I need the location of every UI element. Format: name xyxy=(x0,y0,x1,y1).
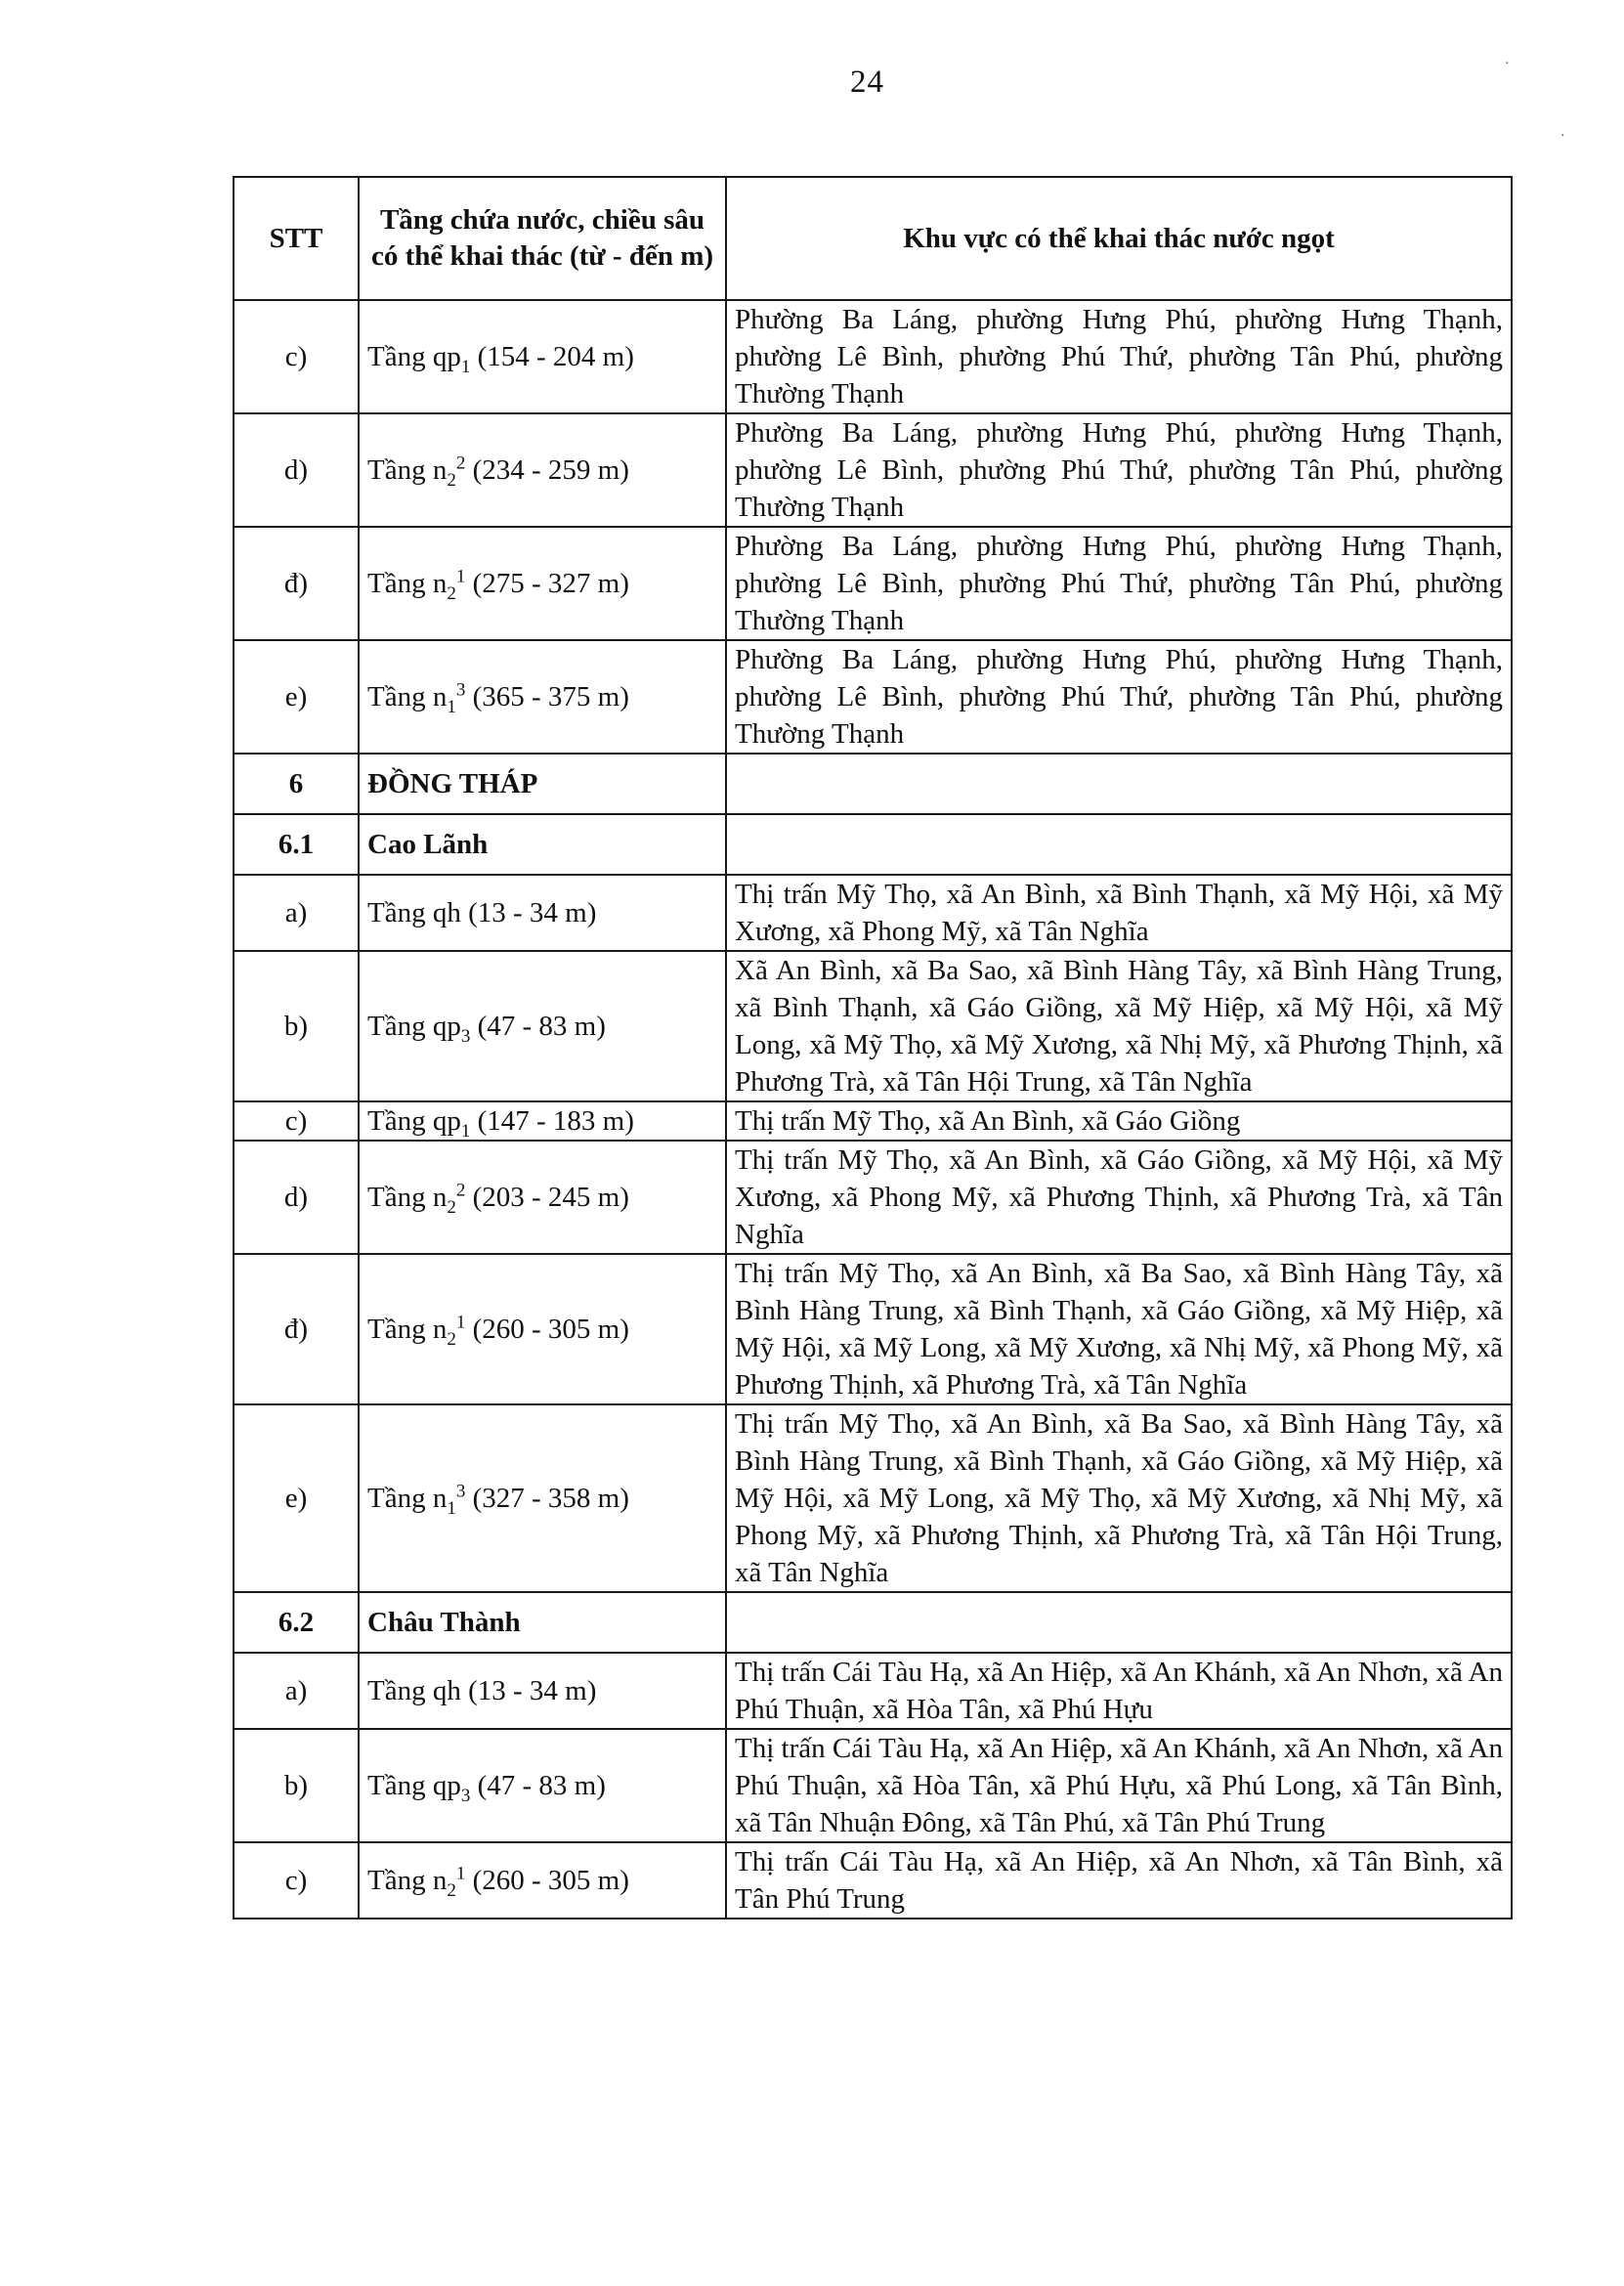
table-row xyxy=(234,1254,1512,1404)
aquifer-layer-cell xyxy=(359,1729,726,1842)
aquifer-layer-cell xyxy=(359,875,726,951)
row-label: d) xyxy=(234,413,359,527)
aquifer-layer-cell xyxy=(359,1842,726,1919)
layer-subscript: 1 xyxy=(447,1497,456,1519)
layer-subscript: 3 xyxy=(460,1025,471,1047)
row-label: c) xyxy=(234,300,359,413)
layer-name: Tầng n xyxy=(367,1182,448,1213)
layer-name: Tầng n xyxy=(367,1865,448,1896)
section-title: Châu Thành xyxy=(359,1592,726,1653)
empty-cell xyxy=(726,1592,1512,1653)
layer-subscript: 1 xyxy=(460,356,471,377)
table-row xyxy=(234,1404,1512,1592)
aquifer-layer-cell xyxy=(359,1141,726,1254)
layer-superscript: 3 xyxy=(455,679,466,701)
extraction-area-cell: Thị trấn Cái Tàu Hạ, xã An Hiệp, xã An Nhơn, xã Tân Bình, xã Tân Phú Trung xyxy=(726,1842,1512,1919)
layer-name: Tầng qh (13 - 34 m) xyxy=(367,1675,597,1706)
extraction-area-cell: Phường Ba Láng, phường Hưng Phú, phường Hưng Thạnh, phường Lê Bình, phường Phú Thứ, phường Tân Phú, phường Thường Thạnh xyxy=(726,300,1512,413)
row-label: c) xyxy=(234,1842,359,1919)
table-row xyxy=(234,413,1512,527)
table-row xyxy=(234,640,1512,754)
extraction-area-cell: Phường Ba Láng, phường Hưng Phú, phường Hưng Thạnh, phường Lê Bình, phường Phú Thứ, phường Tân Phú, phường Thường Thạnh xyxy=(726,527,1512,640)
section-title: Cao Lãnh xyxy=(359,814,726,875)
table-header-row xyxy=(234,177,1512,300)
table-row xyxy=(234,1729,1512,1842)
layer-name: Tầng qp xyxy=(367,341,461,372)
table-row xyxy=(234,951,1512,1101)
section-number: 6.2 xyxy=(234,1592,359,1653)
aquifer-layer-cell xyxy=(359,300,726,413)
layer-depth: (234 - 259 m) xyxy=(465,454,629,486)
header-stt: STT xyxy=(234,177,359,300)
layer-superscript: 1 xyxy=(455,1863,466,1884)
aquifer-layer-cell xyxy=(359,1653,726,1729)
layer-name: Tầng qp xyxy=(367,1770,461,1801)
extraction-area-cell: Xã An Bình, xã Ba Sao, xã Bình Hàng Tây, xã Bình Hàng Trung, xã Bình Thạnh, xã Gáo Giồng, xã Mỹ Hiệp, xã Mỹ Hội, xã Mỹ Long, xã Mỹ Thọ, xã Mỹ Xương, xã Nhị Mỹ, xã Phương Thịnh, xã Phương Trà, xã Tân Hội Trung, xã Tân Nghĩa xyxy=(726,951,1512,1101)
extraction-area-cell: Thị trấn Cái Tàu Hạ, xã An Hiệp, xã An Khánh, xã An Nhơn, xã An Phú Thuận, xã Hòa Tân, xã Phú Hựu xyxy=(726,1653,1512,1729)
layer-name: Tầng qh (13 - 34 m) xyxy=(367,897,597,928)
layer-subscript: 1 xyxy=(447,696,456,717)
layer-depth: (154 - 204 m) xyxy=(470,341,634,372)
layer-name: Tầng n xyxy=(367,681,448,712)
row-label: đ) xyxy=(234,527,359,640)
page-number: 24 xyxy=(850,65,884,100)
section-number: 6 xyxy=(234,754,359,814)
layer-name: Tầng n xyxy=(367,568,448,599)
aquifer-layer-cell xyxy=(359,413,726,527)
layer-name: Tầng qp xyxy=(367,1105,461,1137)
row-label: b) xyxy=(234,1729,359,1842)
layer-subscript: 2 xyxy=(447,582,456,604)
table-row xyxy=(234,875,1512,951)
table-row xyxy=(234,1842,1512,1919)
layer-subscript: 2 xyxy=(447,1196,456,1218)
layer-depth: (260 - 305 m) xyxy=(465,1314,629,1345)
layer-depth: (47 - 83 m) xyxy=(470,1770,606,1801)
table-row xyxy=(234,1653,1512,1729)
aquifer-layer-cell xyxy=(359,951,726,1101)
table-row xyxy=(234,300,1512,413)
layer-name: Tầng n xyxy=(367,1483,448,1514)
extraction-area-cell: Thị trấn Cái Tàu Hạ, xã An Hiệp, xã An Khánh, xã An Nhơn, xã An Phú Thuận, xã Hòa Tân, xã Phú Hựu, xã Phú Long, xã Tân Bình, xã Tân Nhuận Đông, xã Tân Phú, xã Tân Phú Trung xyxy=(726,1729,1512,1842)
extraction-area-cell: Thị trấn Mỹ Thọ, xã An Bình, xã Bình Thạnh, xã Mỹ Hội, xã Mỹ Xương, xã Phong Mỹ, xã Tân Nghĩa xyxy=(726,875,1512,951)
layer-subscript: 1 xyxy=(460,1120,471,1142)
layer-superscript: 3 xyxy=(455,1481,466,1502)
extraction-area-cell: Thị trấn Mỹ Thọ, xã An Bình, xã Gáo Giồng, xã Mỹ Hội, xã Mỹ Xương, xã Phong Mỹ, xã Phương Thịnh, xã Phương Trà, xã Tân Nghĩa xyxy=(726,1141,1512,1254)
layer-name: Tầng n xyxy=(367,1314,448,1345)
row-label: c) xyxy=(234,1101,359,1141)
section-row xyxy=(234,814,1512,875)
section-number: 6.1 xyxy=(234,814,359,875)
section-row xyxy=(234,754,1512,814)
layer-name: Tầng n xyxy=(367,454,448,486)
section-title: ĐỒNG THÁP xyxy=(359,754,726,814)
scan-speck: · xyxy=(1505,57,1510,71)
section-row xyxy=(234,1592,1512,1653)
table-row xyxy=(234,1101,1512,1141)
layer-superscript: 2 xyxy=(455,453,466,474)
extraction-area-cell: Thị trấn Mỹ Thọ, xã An Bình, xã Gáo Giồng xyxy=(726,1101,1512,1141)
extraction-area-cell: Thị trấn Mỹ Thọ, xã An Bình, xã Ba Sao, xã Bình Hàng Tây, xã Bình Hàng Trung, xã Bình Thạnh, xã Gáo Giồng, xã Mỹ Hiệp, xã Mỹ Hội, xã Mỹ Long, xã Mỹ Thọ, xã Mỹ Xương, xã Nhị Mỹ, xã Phong Mỹ, xã Phương Thịnh, xã Phương Trà, xã Tân Hội Trung, xã Tân Nghĩa xyxy=(726,1404,1512,1592)
layer-superscript: 1 xyxy=(455,1312,466,1333)
layer-depth: (365 - 375 m) xyxy=(465,681,629,712)
layer-subscript: 2 xyxy=(447,469,456,491)
layer-name: Tầng qp xyxy=(367,1011,461,1042)
row-label: a) xyxy=(234,1653,359,1729)
aquifer-layer-cell xyxy=(359,640,726,754)
row-label: d) xyxy=(234,1141,359,1254)
row-label: đ) xyxy=(234,1254,359,1404)
layer-depth: (147 - 183 m) xyxy=(470,1105,634,1137)
aquifer-layer-cell xyxy=(359,527,726,640)
layer-depth: (47 - 83 m) xyxy=(470,1011,606,1042)
extraction-area-cell: Phường Ba Láng, phường Hưng Phú, phường Hưng Thạnh, phường Lê Bình, phường Phú Thứ, phường Tân Phú, phường Thường Thạnh xyxy=(726,413,1512,527)
empty-cell xyxy=(726,814,1512,875)
extraction-area-cell: Phường Ba Láng, phường Hưng Phú, phường Hưng Thạnh, phường Lê Bình, phường Phú Thứ, phường Tân Phú, phường Thường Thạnh xyxy=(726,640,1512,754)
layer-depth: (275 - 327 m) xyxy=(465,568,629,599)
empty-cell xyxy=(726,754,1512,814)
row-label: a) xyxy=(234,875,359,951)
aquifer-layer-cell xyxy=(359,1101,726,1141)
layer-depth: (260 - 305 m) xyxy=(465,1865,629,1896)
row-label: e) xyxy=(234,640,359,754)
table-row xyxy=(234,527,1512,640)
scan-speck: · xyxy=(1560,129,1565,144)
layer-subscript: 2 xyxy=(447,1879,456,1901)
layer-depth: (327 - 358 m) xyxy=(465,1483,629,1514)
table-body xyxy=(234,300,1512,1919)
layer-depth: (203 - 245 m) xyxy=(465,1182,629,1213)
groundwater-table xyxy=(233,176,1513,1919)
layer-superscript: 2 xyxy=(455,1180,466,1201)
layer-subscript: 2 xyxy=(447,1328,456,1350)
header-extraction-area: Khu vực có thể khai thác nước ngọt xyxy=(726,177,1512,300)
layer-subscript: 3 xyxy=(460,1785,471,1806)
aquifer-layer-cell xyxy=(359,1404,726,1592)
layer-superscript: 1 xyxy=(455,566,466,587)
row-label: e) xyxy=(234,1404,359,1592)
row-label: b) xyxy=(234,951,359,1101)
extraction-area-cell: Thị trấn Mỹ Thọ, xã An Bình, xã Ba Sao, xã Bình Hàng Tây, xã Bình Hàng Trung, xã Bình Thạnh, xã Gáo Giồng, xã Mỹ Hiệp, xã Mỹ Hội, xã Mỹ Long, xã Mỹ Xương, xã Nhị Mỹ, xã Phong Mỹ, xã Phương Thịnh, xã Phương Trà, xã Tân Nghĩa xyxy=(726,1254,1512,1404)
aquifer-layer-cell xyxy=(359,1254,726,1404)
header-aquifer-layer: Tầng chứa nước, chiều sâu có thể khai thác (từ - đến m) xyxy=(359,177,726,300)
table-row xyxy=(234,1141,1512,1254)
